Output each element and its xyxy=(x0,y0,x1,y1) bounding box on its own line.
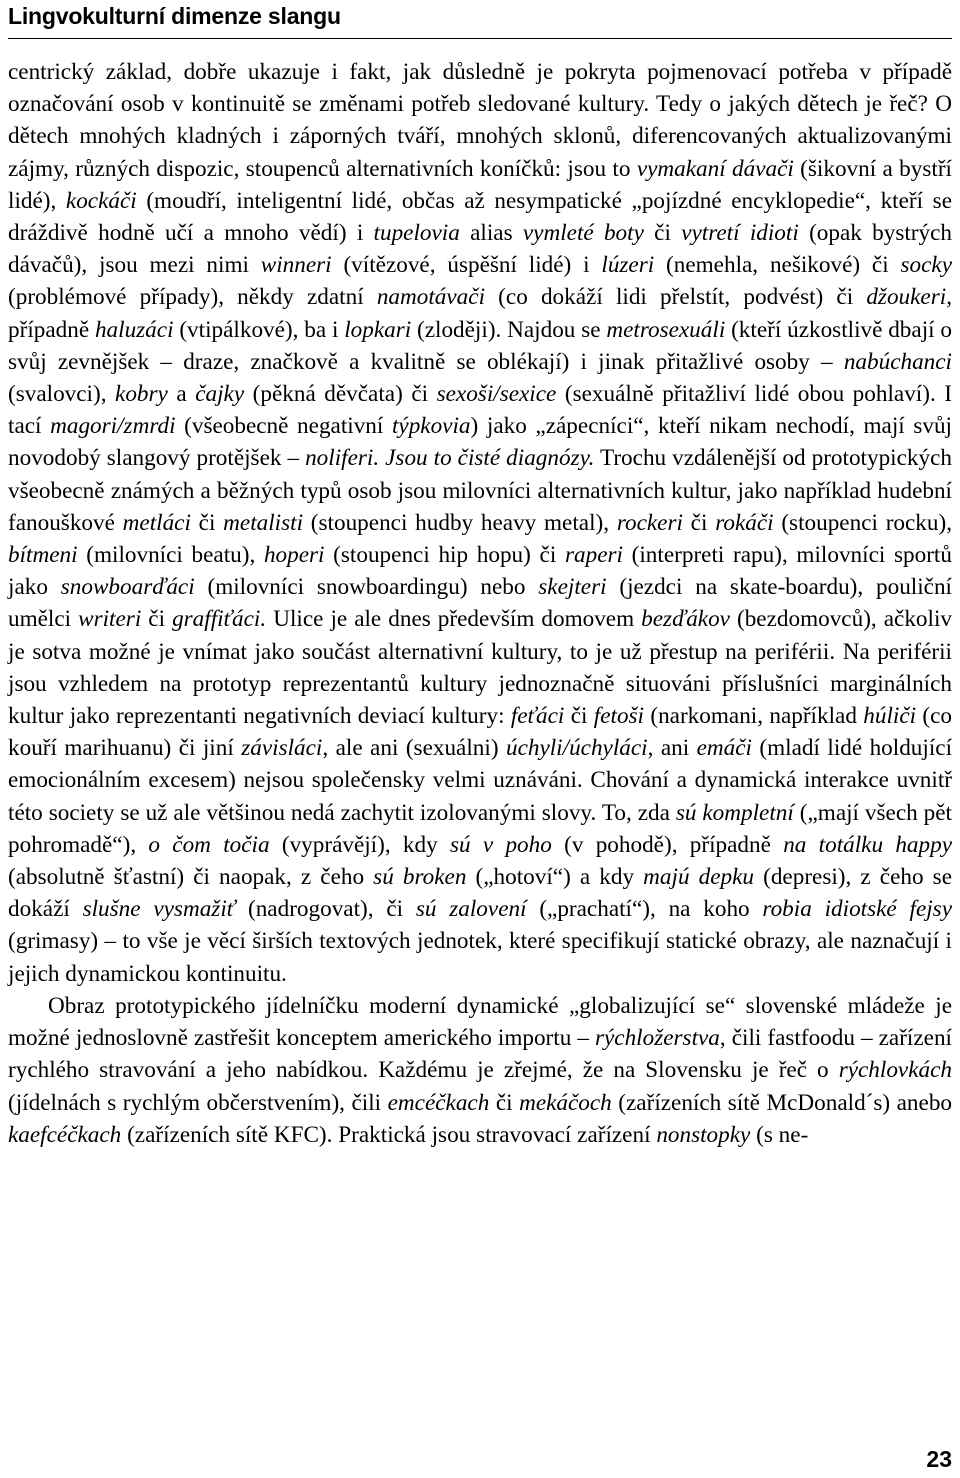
italic-term: tupelovia xyxy=(373,220,460,247)
text-run: (stoupenci hudby heavy metal), xyxy=(303,509,617,536)
text-run: , ale ani (sexuálni) xyxy=(322,735,506,762)
italic-term: magori/zmrdi xyxy=(50,413,176,440)
italic-term: vytretí idioti xyxy=(681,220,799,247)
header-divider xyxy=(8,38,952,39)
italic-term: týpkovia xyxy=(391,413,471,440)
text-run: (grimasy) – to vše je věcí širších textových jednotek, které specifikují statické obrazy, ale naznačují i jejich dynamickou kontinuitu. xyxy=(8,928,952,987)
italic-term: džoukeri xyxy=(866,284,947,311)
italic-term: bítmeni xyxy=(8,542,78,569)
italic-term: metláci xyxy=(122,509,191,536)
body-paragraph xyxy=(8,56,952,990)
italic-term: majú depku xyxy=(643,864,755,891)
text-run: („mají všech pět pohromadě“), xyxy=(8,799,952,858)
text-run: (moudří, inteligentní lidé, občas až nesympatické „pojízdné encyklopedie“, kteří se dráždivě hodně učí a mnoho vědí) i xyxy=(8,187,952,247)
italic-term: bezďákov xyxy=(641,606,730,633)
text-run: (bezdomovců), ačkoliv je sotva možné je vnímat jako součást alternativní kultury, to je už přestup na periférii. Na periférii jsou vzhledem na prototyp reprezentantů kultury jednoznačně situováni příslušníci marginálních kultur jako reprezentanti negativních deviací kultury: xyxy=(8,606,952,730)
text-run: (vyprávějí), kdy xyxy=(269,831,450,858)
text-run: (nemehla, nešikové) či xyxy=(654,252,901,279)
text-run: Obraz prototypického jídelníčku moderní dynamické „globalizující se“ slovenské mládeže je možné jednoslovně zastřešit konceptem amerického importu – xyxy=(8,992,952,1052)
text-run: (jezdci na skate-boardu), pouliční umělci xyxy=(8,574,952,633)
text-run: (milovníci snowboardingu) nebo xyxy=(194,574,539,601)
italic-term: vymakaní dávači xyxy=(636,155,794,182)
italic-term: fetoši xyxy=(593,703,645,730)
text-run: (zloději). Najdou se xyxy=(411,316,607,343)
text-run: Trochu vzdálenější od prototypických všeobecně známých a běžných typů osob jsou milovníci alternativních kultur, jako například hudební fanouškové xyxy=(8,445,952,536)
italic-term: emáči xyxy=(696,735,752,762)
text-run: (v pohodě), případně xyxy=(551,831,784,858)
text-run: (sexuálně přitažliví lidé obou pohlaví). I tací xyxy=(8,381,953,440)
text-run: („hotoví“) a kdy xyxy=(466,864,644,891)
italic-term: nonstopky xyxy=(656,1121,751,1148)
text-run: (co kouří marihuanu) či jiní xyxy=(8,703,953,762)
italic-term: snowboarďáci xyxy=(60,574,195,601)
body-text xyxy=(8,56,952,1151)
italic-term: slušne vysmažiť xyxy=(82,896,236,923)
italic-term: winneri xyxy=(260,252,332,279)
italic-term: lúzeri xyxy=(601,252,655,279)
text-run: (narkomani, například xyxy=(644,703,864,730)
italic-term: haluzáci xyxy=(94,316,174,343)
text-run: (vtipálkové), ba i xyxy=(173,316,345,343)
text-run: (pěkná děvčata) či xyxy=(244,381,437,408)
text-run: (svalovci), xyxy=(8,381,116,408)
italic-term: sú kompletní xyxy=(675,799,794,826)
text-run: (jídelnách s rychlým občerstvením), čili xyxy=(8,1089,388,1116)
italic-term: kobry xyxy=(115,381,168,408)
italic-term: sú zalovení xyxy=(415,896,527,923)
page-number: 23 xyxy=(926,1446,952,1472)
text-run: (mladí lidé holdující emocionálním excesem) nejsou společensky velmi uznáváni. Chování a dynamická interakce uvnitř této society se už ale většinou nedá zachytit izolovanými slovy. To, zda xyxy=(8,735,953,826)
text-run: (absolutně šťastní) či naopak, z čeho xyxy=(8,864,374,891)
italic-term: vymleté boty xyxy=(522,220,644,247)
italic-term: noliferi. Jsou to čisté diagnózy. xyxy=(305,445,595,472)
italic-term: rýchložerstva xyxy=(594,1025,720,1052)
text-run: či xyxy=(489,1089,520,1116)
italic-term: sú v poho xyxy=(450,831,552,858)
text-run: („prachatí“), na koho xyxy=(526,896,763,923)
text-run: (kteří úzkostlivě dbají o svůj zevnějšek – draze, značkově a kvalitně se oblékají) i jinak přitažlivé osoby – xyxy=(8,316,952,375)
running-header-title: Lingvokulturní dimenze slangu xyxy=(8,3,341,29)
text-run: , ani xyxy=(647,735,697,762)
text-run: (problémové případy), někdy zdatní xyxy=(8,284,377,311)
italic-term: writeri xyxy=(78,606,142,633)
italic-term: mekáčoch xyxy=(519,1089,612,1116)
italic-term: socky xyxy=(900,252,952,279)
text-run: (šikovní a bystří lidé), xyxy=(8,155,952,214)
text-run: a xyxy=(167,381,196,408)
text-run: (co dokáží lidi přelstít, podvést) či xyxy=(485,284,867,311)
text-run: ) jako „zápecníci“, kteří nikam nechodí, mají svůj novodobý slangový protějšek – xyxy=(8,413,953,472)
text-run: (stoupenci rocku), xyxy=(773,509,953,536)
italic-term: skejteri xyxy=(538,574,607,601)
text-run: alias xyxy=(459,220,523,247)
italic-term: lopkari xyxy=(344,316,412,343)
text-run: (všeobecně negativní xyxy=(175,413,392,440)
italic-term: kaefcéčkach xyxy=(8,1121,122,1148)
italic-term: húliči xyxy=(863,703,917,730)
text-run: , případně xyxy=(8,284,952,343)
text-run: (zařízeních sítě KFC). Praktická jsou stravovací zařízení xyxy=(121,1121,657,1148)
italic-term: robia idiotské fejsy xyxy=(762,896,952,923)
italic-term: nabúchanci xyxy=(843,348,952,375)
italic-term: raperi xyxy=(564,542,623,569)
text-run: či xyxy=(141,606,173,633)
italic-term: metalisti xyxy=(223,509,304,536)
italic-term: rýchlovkách xyxy=(838,1057,952,1084)
italic-term: rockeri xyxy=(616,509,683,536)
italic-term: sexoši/sexice xyxy=(436,381,557,408)
italic-term: o čom točia xyxy=(148,831,270,858)
italic-term: úchyli/úchyláci xyxy=(505,735,648,762)
text-run: Ulice je ale dnes především domovem xyxy=(266,606,642,633)
text-run: či xyxy=(682,509,716,536)
italic-term: závisláci xyxy=(241,735,323,762)
text-run: (interpreti rapu), milovníci sportů jako xyxy=(8,542,952,601)
text-run: (nadrogovat), či xyxy=(235,896,416,923)
italic-term: emcéčkach xyxy=(387,1089,490,1116)
body-paragraph xyxy=(8,990,952,1151)
italic-term: kockáči xyxy=(65,187,137,214)
text-run: či xyxy=(643,220,682,247)
text-run: , čili fastfoodu – zařízení rychlého stravování a jeho nabídkou. Každému je zřejmé, že na Slovensku je řeč o xyxy=(8,1025,952,1084)
italic-term: graffiťáci. xyxy=(172,606,267,633)
text-run: (s ne- xyxy=(750,1121,809,1148)
text-run: centrický základ, dobře ukazuje i fakt, jak důsledně je pokryta pojmenovací potřeba v případě označování osob v kontinuitě se změnami potřeb sledované kultury. Tedy o jakých dětech je řeč? O dětech mnohých kladných i záporných tváří, mnohých sklonů, diferencovaných aktualizovanými zájmy, různých dispozic, stoupenců alternativních koníčků: jsou to xyxy=(8,59,952,182)
text-run: (opak bystrých dávačů), jsou mezi nimi xyxy=(8,220,953,279)
text-run: či xyxy=(190,509,224,536)
text-run: (vítězové, úspěšní lidé) i xyxy=(331,252,602,279)
text-run: (stoupenci hip hopu) či xyxy=(324,542,565,569)
italic-term: rokáči xyxy=(715,509,774,536)
italic-term: feťáci xyxy=(510,703,565,730)
italic-term: sú broken xyxy=(373,864,467,891)
italic-term: metrosexuáli xyxy=(606,316,726,343)
italic-term: čajky xyxy=(195,381,245,408)
text-run: či xyxy=(564,703,594,730)
text-run: (zařízeních sítě McDonald´s) anebo xyxy=(611,1089,953,1116)
text-run: (milovníci beatu), xyxy=(77,542,264,569)
text-run: (depresi), z čeho se dokáží xyxy=(8,864,952,923)
italic-term: na totálku happy xyxy=(783,831,952,858)
italic-term: namotávači xyxy=(376,284,486,311)
italic-term: hoperi xyxy=(263,542,325,569)
document-page xyxy=(8,0,952,1478)
